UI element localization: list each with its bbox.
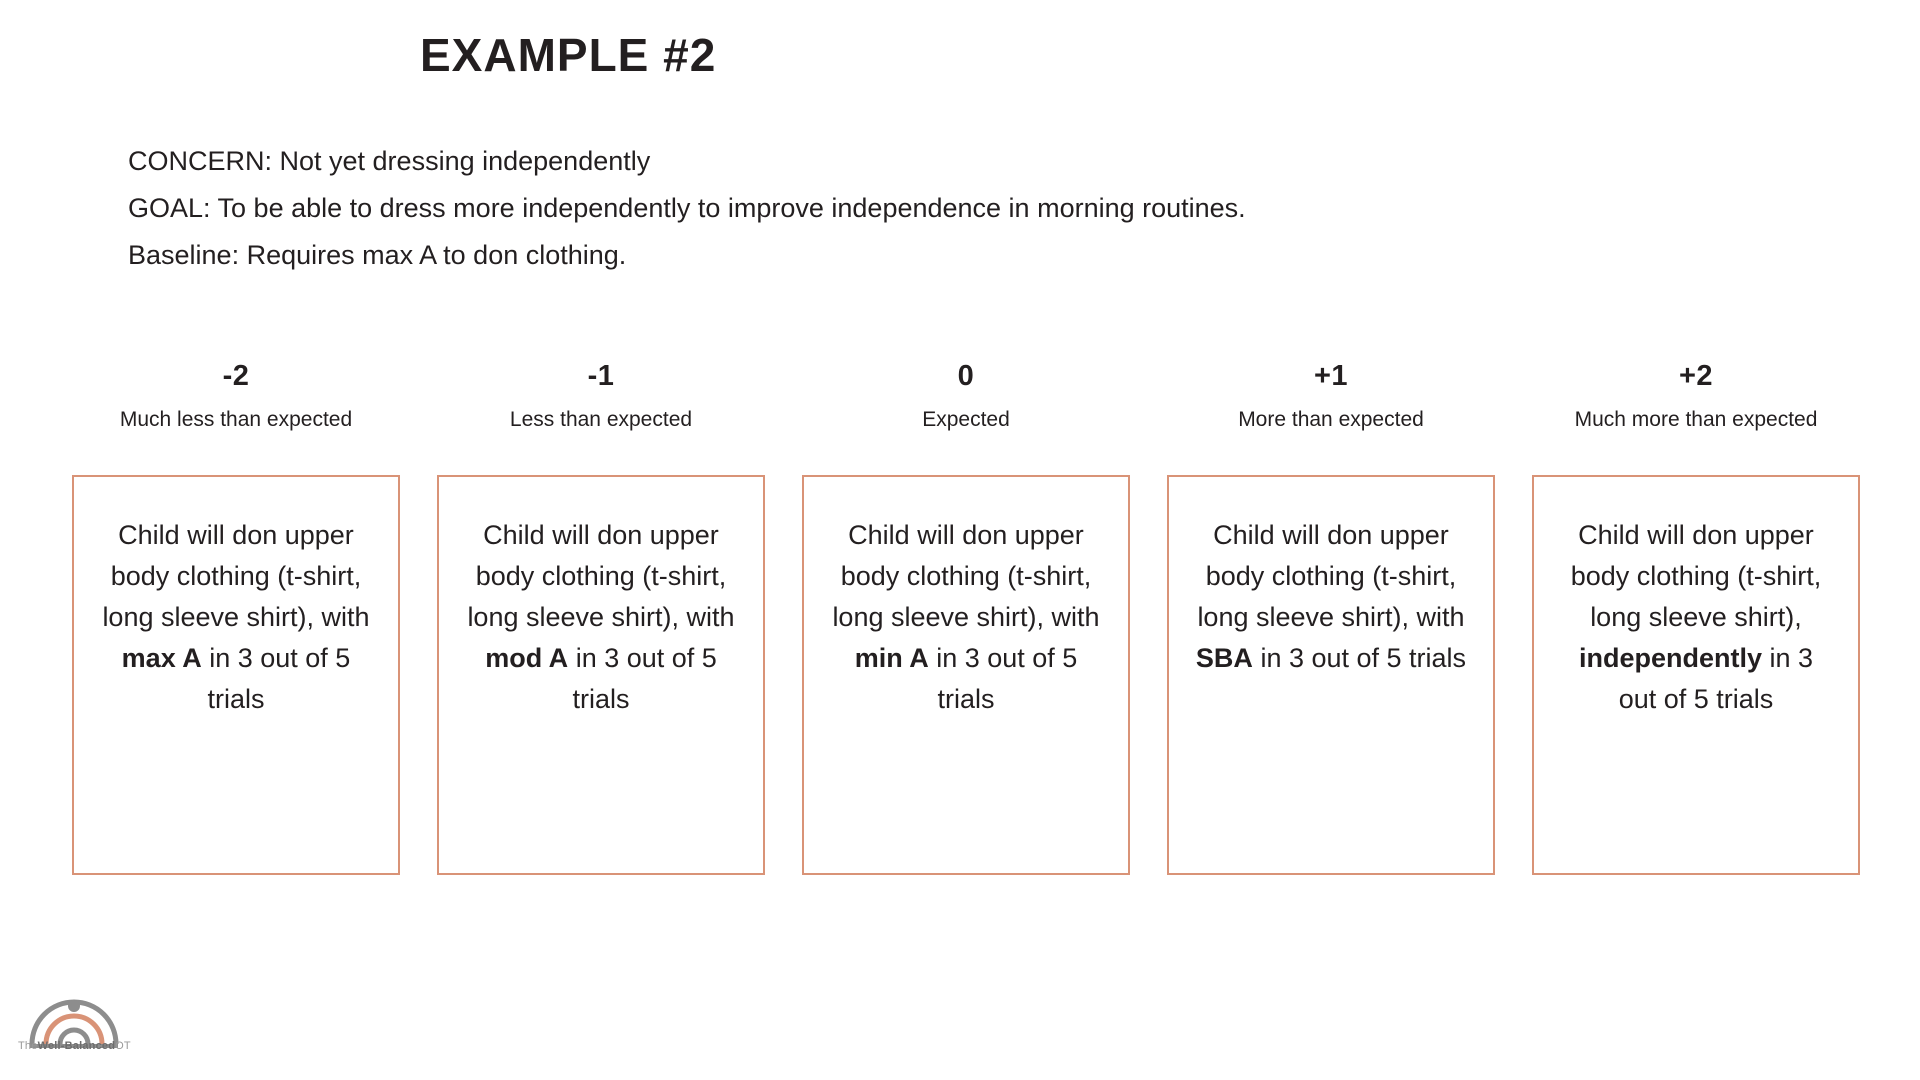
goal-text-prefix: Child will don upper body clothing (t-shirt, long sleeve shirt), with [832,520,1100,632]
intro-block [128,138,1688,279]
goal-text-emphasis: min A [854,643,929,673]
goal-text-prefix: Child will don upper body clothing (t-shirt, long sleeve shirt), [1570,520,1822,632]
gas-column-zero [796,360,1136,875]
score-label: 0 [957,360,975,392]
goal-box [802,475,1130,875]
score-descriptor: Expected [922,408,1010,431]
goal-text-emphasis: mod A [485,643,569,673]
brand-name: Well-Balanced [37,1040,116,1052]
goal-text-suffix: in 3 out of 5 trials [568,643,717,714]
goal-text-suffix: in 3 out of 5 trials [1252,643,1467,673]
gas-column-minus2 [66,360,406,875]
goal-text-suffix: in 3 out of 5 trials [928,643,1078,714]
score-label: +2 [1678,360,1714,392]
score-label: -1 [587,360,615,392]
concern-line: CONCERN: Not yet dressing independently [128,146,651,176]
goal-text [462,515,740,720]
score-descriptor: Much more than expected [1574,408,1818,431]
gas-scale-columns [66,360,1866,875]
goal-text [827,515,1105,720]
goal-text-emphasis: max A [121,643,202,673]
gas-column-plus1 [1161,360,1501,875]
goal-text-prefix: Child will don upper body clothing (t-shirt, long sleeve shirt), with [1197,520,1465,632]
score-label: -2 [222,360,250,392]
goal-box [72,475,400,875]
goal-text-emphasis: SBA [1195,643,1253,673]
goal-box [437,475,765,875]
score-descriptor: More than expected [1238,408,1424,431]
score-descriptor: Less than expected [509,408,693,431]
goal-text [1192,515,1470,679]
goal-text [1557,515,1835,720]
goal-text-prefix: Child will don upper body clothing (t-shirt, long sleeve shirt), with [102,520,370,632]
gas-column-minus1 [431,360,771,875]
brand-prefix: The [18,1040,38,1052]
brand-suffix: OT [115,1040,131,1052]
goal-line: GOAL: To be able to dress more independently to improve independence in morning routines. [128,193,1246,223]
goal-text-emphasis: independently [1578,643,1762,673]
goal-text [97,515,375,720]
goal-box [1532,475,1860,875]
baseline-line: Baseline: Requires max A to don clothing. [128,240,627,270]
score-descriptor: Much less than expected [119,408,353,431]
goal-text-prefix: Child will don upper body clothing (t-shirt, long sleeve shirt), with [467,520,735,632]
goal-text-suffix: in 3 out of 5 trials [201,643,351,714]
brand-logo-text [18,1040,131,1052]
goal-box [1167,475,1495,875]
gas-column-plus2 [1526,360,1866,875]
goal-text-suffix: in 3 out of 5 trials [1618,643,1814,714]
score-label: +1 [1313,360,1349,392]
page-title: EXAMPLE #2 [420,29,717,81]
